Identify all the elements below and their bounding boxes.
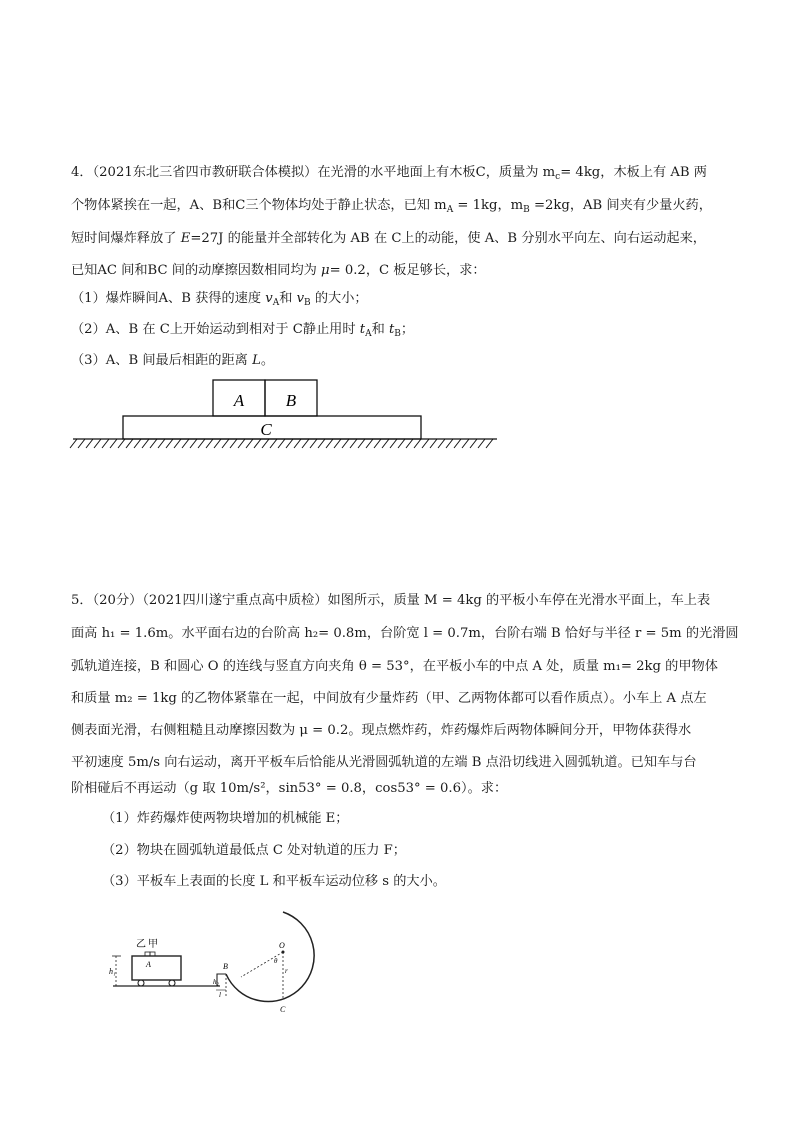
- hatch-stroke: [94, 439, 101, 448]
- hatch-stroke: [182, 439, 189, 448]
- hatch-stroke: [190, 439, 197, 448]
- hatch-stroke: [318, 439, 325, 448]
- q4-part-3: （3）A、B 间最后相距的距离 L。: [71, 353, 275, 368]
- hatch-stroke: [294, 439, 301, 448]
- cart-wheel-left: [138, 980, 144, 986]
- q5-stem-line-5: 侧表面光滑，右侧粗糙且动摩擦因数为 μ = 0.2。现点燃炸药，炸药爆炸后两物体瞬间分开，甲物体获得水: [71, 723, 692, 738]
- hatch-stroke: [302, 439, 309, 448]
- hatch-stroke: [78, 439, 85, 448]
- cart-wheel-right: [169, 980, 175, 986]
- ground-hatching: [70, 439, 493, 448]
- hatch-stroke: [398, 439, 405, 448]
- hatch-stroke: [198, 439, 205, 448]
- hatch-stroke: [446, 439, 453, 448]
- label-yi: 乙: [136, 939, 146, 950]
- hatch-stroke: [414, 439, 421, 448]
- hatch-stroke: [390, 439, 397, 448]
- hatch-stroke: [350, 439, 357, 448]
- hatch-stroke: [246, 439, 253, 448]
- hatch-stroke: [238, 439, 245, 448]
- q4-figure-blocks-on-board: [65, 375, 505, 455]
- arc-track: [226, 912, 314, 1002]
- q5-stem-line-7: 阶相碰后不再运动（g 取 10m/s²，sin53° = 0.8，cos53° = 0.6）。求：: [71, 781, 508, 796]
- hatch-stroke: [110, 439, 117, 448]
- hatch-stroke: [422, 439, 429, 448]
- cart-body: [132, 956, 181, 980]
- hatch-stroke: [382, 439, 389, 448]
- hatch-stroke: [270, 439, 277, 448]
- hatch-stroke: [454, 439, 461, 448]
- label-c: C: [260, 420, 272, 439]
- q5-stem-line-1: 5．（20分）（2021四川遂宁重点高中质检）如图所示，质量 M = 4kg 的平板小车停在光滑水平面上，车上表: [71, 593, 711, 608]
- hatch-stroke: [222, 439, 229, 448]
- hatch-stroke: [174, 439, 181, 448]
- q4-part-2: （2）A、B 在 C上开始运动到相对于 C静止用时 $t_A$和 $t_B$；: [71, 322, 415, 339]
- board-c: [123, 416, 421, 439]
- label-o: O: [279, 941, 285, 950]
- hatch-stroke: [254, 439, 261, 448]
- label-h2: h₂: [213, 978, 219, 986]
- label-r: r: [285, 967, 288, 975]
- label-b: B: [285, 391, 297, 410]
- hatch-stroke: [374, 439, 381, 448]
- hatch-stroke: [230, 439, 237, 448]
- hatch-stroke: [486, 439, 493, 448]
- label-jia: 甲: [148, 939, 158, 950]
- hatch-stroke: [326, 439, 333, 448]
- q5-stem-line-3: 弧轨道连接，B 和圆心 O 的连线与竖直方向夹角 θ = 53°，在平板小车的中点 A 处，质量 m₁= 2kg 的甲物体: [71, 659, 718, 674]
- label-b: B: [223, 962, 228, 971]
- hatch-stroke: [70, 439, 77, 448]
- label-theta: θ: [274, 957, 278, 965]
- hatch-stroke: [286, 439, 293, 448]
- hatch-stroke: [102, 439, 109, 448]
- hatch-stroke: [278, 439, 285, 448]
- q4-stem-line-2: 个物体紧挨在一起，A、B和C三个物体均处于静止状态，已知 $m_A = 1kg$，$m_B =2kg$，AB 间夹有少量火药，: [71, 198, 712, 215]
- hatch-stroke: [342, 439, 349, 448]
- q5-part-2: （2）物块在圆弧轨道最低点 C 处对轨道的压力 F；: [102, 843, 406, 858]
- q5-stem-line-2: 面高 h₁ = 1.6m。水平面右边的台阶高 h₂= 0.8m，台阶宽 l = 0.7m，台阶右端 B 恰好与半径 r = 5m 的光滑圆: [71, 626, 739, 641]
- q4-part-1: （1）爆炸瞬间A、B 获得的速度 $v_A$和 $v_B$ 的大小；: [71, 291, 368, 308]
- hatch-stroke: [438, 439, 445, 448]
- hatch-stroke: [118, 439, 125, 448]
- q5-stem-line-6: 平初速度 5m/s 向右运动，离开平板车后恰能从光滑圆弧轨道的左端 B 点沿切线进入圆弧轨道。已知车与台: [71, 755, 697, 770]
- hatch-stroke: [134, 439, 141, 448]
- q4-stem-line-4: 已知AC 间和BC 间的动摩擦因数相同均为 μ= 0.2，C 板足够长，求：: [71, 263, 486, 278]
- hatch-stroke: [366, 439, 373, 448]
- hatch-stroke: [430, 439, 437, 448]
- hatch-stroke: [86, 439, 93, 448]
- q5-stem-line-4: 和质量 m₂ = 1kg 的乙物体紧靠在一起，中间放有少量炸药（甲、乙两物体都可以看作质点）。小车上 A 点左: [71, 691, 707, 706]
- hatch-stroke: [214, 439, 221, 448]
- hatch-stroke: [406, 439, 413, 448]
- hatch-stroke: [262, 439, 269, 448]
- label-a: A: [146, 960, 151, 969]
- label-a: A: [233, 391, 245, 410]
- hatch-stroke: [478, 439, 485, 448]
- hatch-stroke: [310, 439, 317, 448]
- hatch-stroke: [166, 439, 173, 448]
- hatch-stroke: [126, 439, 133, 448]
- hatch-stroke: [358, 439, 365, 448]
- hatch-stroke: [334, 439, 341, 448]
- q5-figure-cart-step-arc: [95, 900, 365, 1020]
- label-h1: h₁: [109, 967, 116, 976]
- q4-stem-line-1: 4．（2021东北三省四市教研联合体模拟）在光滑的水平地面上有木板C，质量为 $m_c= 4kg$，木板上有 AB 两: [71, 165, 707, 182]
- hatch-stroke: [462, 439, 469, 448]
- hatch-stroke: [470, 439, 477, 448]
- hatch-stroke: [142, 439, 149, 448]
- q5-part-3: （3）平板车上表面的长度 L 和平板车运动位移 s 的大小。: [102, 874, 446, 889]
- hatch-stroke: [150, 439, 157, 448]
- label-l: l: [219, 991, 221, 999]
- q4-stem-line-3: 短时间爆炸释放了 E=27J 的能量并全部转化为 AB 在 C上的动能，使 A、B 分别水平向左、向右运动起来，: [71, 231, 706, 246]
- q5-part-1: （1）炸药爆炸使两物块增加的机械能 E；: [102, 811, 349, 826]
- label-c: C: [280, 1005, 286, 1014]
- hatch-stroke: [158, 439, 165, 448]
- hatch-stroke: [206, 439, 213, 448]
